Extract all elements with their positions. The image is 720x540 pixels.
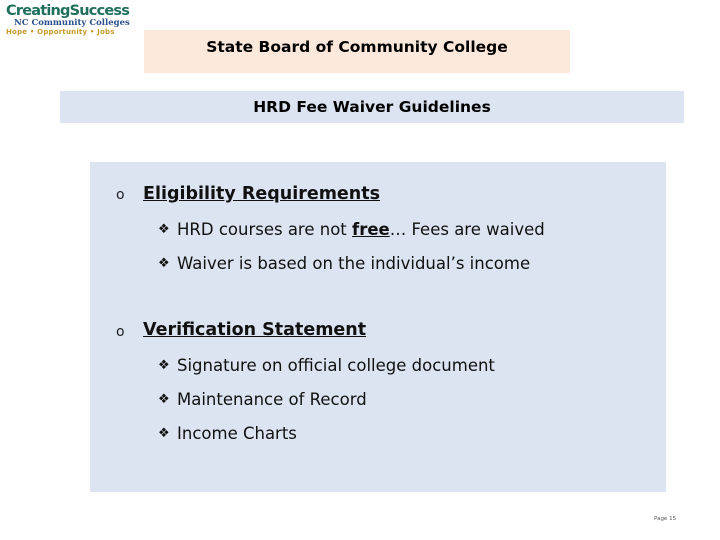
emphasis-word: free [352, 220, 390, 239]
hollow-circle-bullet-icon: o [116, 187, 125, 203]
subtitle-banner [60, 91, 684, 123]
list-item [158, 356, 495, 375]
diamond-bullet-icon: ❖ [158, 221, 170, 237]
diamond-bullet-icon: ❖ [158, 425, 170, 441]
logo-wordmark: CreatingSuccess [6, 3, 130, 19]
list-item [158, 254, 530, 273]
list-item-text: Maintenance of Record [177, 390, 367, 409]
hollow-circle-bullet-icon: o [116, 324, 125, 340]
creating-success-logo [6, 3, 130, 40]
list-item-text: Signature on official college document [177, 356, 495, 375]
list-item [158, 424, 297, 443]
title-banner [144, 30, 570, 73]
list-item-text: Waiver is based on the individual’s income [177, 254, 531, 273]
list-item-text: Income Charts [177, 424, 297, 443]
diamond-bullet-icon: ❖ [158, 357, 170, 373]
list-item [158, 220, 545, 239]
section-heading-eligibility: Eligibility Requirements [143, 184, 381, 204]
page-subtitle: HRD Fee Waiver Guidelines [253, 98, 491, 116]
page-number: Page 15 [654, 516, 677, 522]
list-item-text-start: HRD courses are not [177, 220, 353, 239]
list-item-text-end: … Fees are waived [389, 220, 545, 239]
logo-organization: NC Community Colleges [14, 18, 130, 28]
page-title: State Board of Community College [206, 38, 508, 56]
diamond-bullet-icon: ❖ [158, 255, 170, 271]
logo-tagline: Hope • Opportunity • Jobs [6, 28, 115, 36]
section-heading-verification: Verification Statement [143, 320, 367, 340]
list-item [158, 390, 367, 409]
diamond-bullet-icon: ❖ [158, 391, 170, 407]
